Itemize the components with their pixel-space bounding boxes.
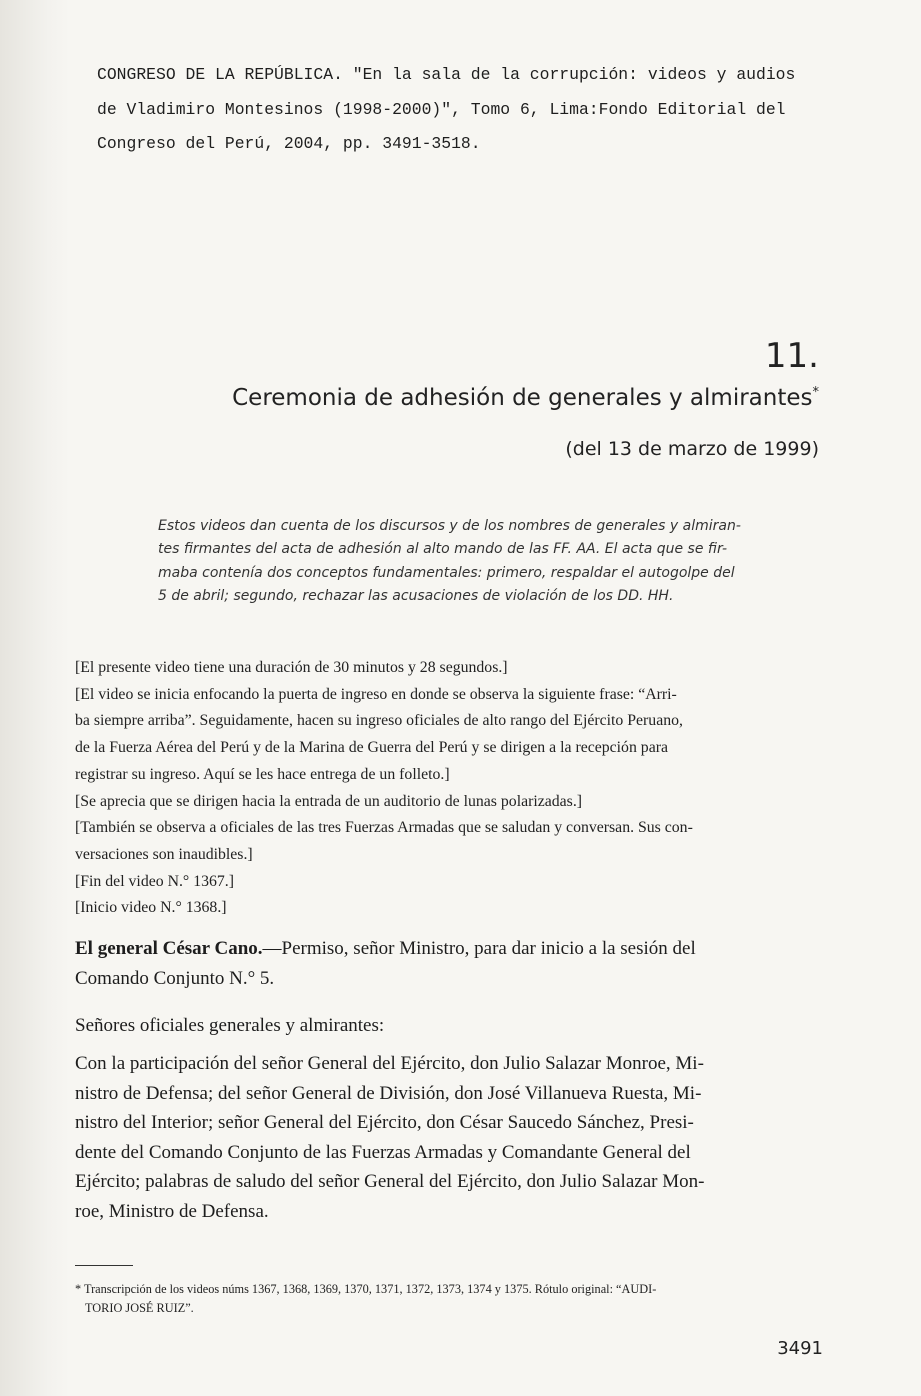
speech-paragraph-line: nistro del Interior; señor General del Ejército, don César Saucedo Sánchez, Presi-	[75, 1112, 694, 1134]
footnote-divider	[75, 1265, 133, 1266]
citation-block	[97, 58, 907, 162]
speaker-name: El general César Cano.	[75, 938, 263, 959]
footnote-line: * Transcripción de los videos núms 1367, 1368, 1369, 1370, 1371, 1372, 1373, 1374 y 1375. Rótulo original: “AUDI-	[75, 1282, 657, 1296]
transcript-line: [El video se inicia enfocando la puerta de ingreso en donde se observa la siguiente frase: “Arri-	[75, 685, 677, 703]
citation-line: de Vladimiro Montesinos (1998-2000)", Tomo 6, Lima:Fondo Editorial del	[97, 99, 786, 119]
chapter-number: 11.	[764, 336, 819, 376]
speech-paragraph	[75, 1049, 775, 1227]
speech-line: Comando Conjunto N.° 5.	[75, 967, 275, 989]
transcript-line: [Fin del video N.° 1367.]	[75, 872, 235, 890]
transcript-line: registrar su ingreso. Aquí se les hace entrega de un folleto.]	[75, 765, 450, 783]
abstract-line: 5 de abril; segundo, rechazar las acusaciones de violación de los DD. HH.	[158, 588, 674, 605]
abstract-line: tes firmantes del acta de adhesión al alto mando de las FF. AA. El acta que se fir-	[158, 541, 728, 558]
transcript-line: de la Fuerza Aérea del Perú y de la Marina de Guerra del Perú y se dirigen a la recepción para	[75, 739, 668, 757]
speech-text: —Permiso, señor Ministro, para dar inicio a la sesión del	[262, 938, 696, 959]
citation-line: Congreso del Perú, 2004, pp. 3491-3518.	[97, 134, 481, 153]
salutation: Señores oficiales generales y almirantes:	[75, 1015, 385, 1036]
transcript-line: [Se aprecia que se dirigen hacia la entrada de un auditorio de lunas polarizadas.]	[75, 792, 583, 810]
chapter-title	[232, 385, 819, 411]
footnote-marker: *	[812, 385, 819, 400]
abstract-line: maba contenía dos conceptos fundamentales: primero, respaldar el autogolpe del	[158, 564, 735, 581]
binding-shadow	[0, 0, 70, 1396]
speech-line	[75, 934, 775, 964]
transcript-notes	[75, 655, 775, 922]
speech-paragraph-line: Con la participación del señor General del Ejército, don Julio Salazar Monroe, Mi-	[75, 1053, 704, 1074]
transcript-line: [El presente video tiene una duración de 30 minutos y 28 segundos.]	[75, 659, 508, 676]
transcript-line: [También se observa a oficiales de las tres Fuerzas Armadas que se saludan y conversan. Sus con-	[75, 819, 693, 837]
chapter-date: (del 13 de marzo de 1999)	[565, 438, 819, 460]
footnote-line: TORIO JOSÉ RUIZ”.	[85, 1301, 194, 1315]
speech-paragraph-line: Ejército; palabras de saludo del señor General del Ejército, don Julio Salazar Mon-	[75, 1171, 705, 1193]
speech-paragraph-line: nistro de Defensa; del señor General de División, don José Villanueva Ruesta, Mi-	[75, 1082, 702, 1104]
abstract-line: Estos videos dan cuenta de los discursos y de los nombres de generales y almiran-	[158, 518, 741, 534]
page-number: 3491	[777, 1338, 823, 1359]
transcript-line: versaciones son inaudibles.]	[75, 845, 253, 863]
transcript-line: [Inicio video N.° 1368.]	[75, 899, 227, 917]
transcript-line: ba siempre arriba”. Seguidamente, hacen su ingreso oficiales de alto rango del Ejército Peruano,	[75, 712, 683, 730]
citation-line: CONGRESO DE LA REPÚBLICA. "En la sala de la corrupción: videos y audios	[97, 65, 796, 84]
speech-opening	[75, 934, 775, 1041]
footnote	[75, 1280, 775, 1318]
speech-paragraph-line: dente del Comando Conjunto de las Fuerzas Armadas y Comandante General del	[75, 1141, 691, 1163]
speech-paragraph-line: roe, Ministro de Defensa.	[75, 1200, 269, 1222]
chapter-title-text: Ceremonia de adhesión de generales y almirantes	[232, 385, 813, 411]
abstract	[158, 515, 768, 609]
